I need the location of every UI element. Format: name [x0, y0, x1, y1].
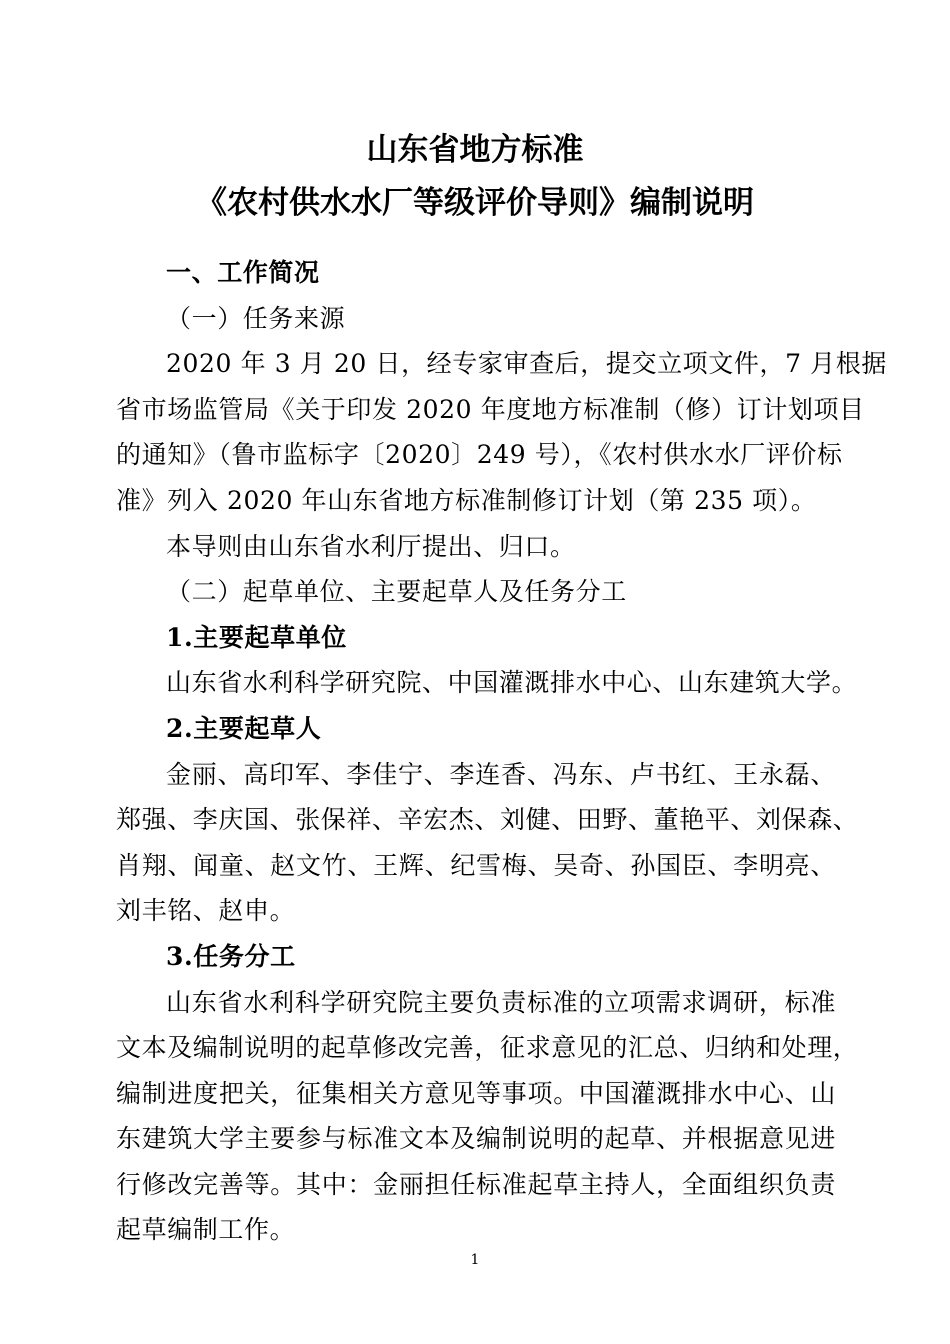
paragraph-line: 东建筑大学主要参与标准文本及编制说明的起草、并根据意见进	[116, 1124, 836, 1154]
paragraph-line: 2020 年 3 月 20 日，经专家审查后，提交立项文件，7 月根据	[166, 349, 887, 379]
page-number: 1	[470, 1252, 480, 1268]
paragraph-line: 金丽、高印军、李佳宁、李连香、冯东、卢书红、王永磊、	[166, 759, 836, 789]
paragraph-line: 刘丰铭、赵申。	[116, 896, 296, 926]
subsection-heading-drafting-units: （二）起草单位、主要起草人及任务分工	[166, 577, 627, 607]
paragraph-line: 起草编制工作。	[116, 1215, 296, 1245]
paragraph-task-source	[116, 341, 887, 523]
paragraph-line: 编制进度把关，征集相关方意见等事项。中国灌溉排水中心、山	[116, 1078, 836, 1108]
paragraph-line: 准》列入 2020 年山东省地方标准制修订计划（第 235 项）。	[116, 485, 817, 515]
paragraph-proposer: 本导则由山东省水利厅提出、归口。	[166, 531, 576, 561]
paragraph-line: 行修改完善等。其中：金丽担任标准起草主持人，全面组织负责	[116, 1169, 836, 1199]
paragraph-main-drafters	[116, 752, 859, 934]
document-body	[116, 250, 887, 1253]
section-heading-work-overview: 一、工作简况	[166, 258, 320, 287]
paragraph-main-units: 山东省水利科学研究院、中国灌溉排水中心、山东建筑大学。	[166, 668, 858, 698]
paragraph-task-division	[116, 980, 859, 1254]
paragraph-line: 的通知》（鲁市监标字〔2020〕249 号），《农村供水水厂评价标	[116, 440, 843, 470]
item-heading-main-units: 1.主要起草单位	[166, 622, 347, 652]
paragraph-line: 文本及编制说明的起草修改完善，征求意见的汇总、归纳和处理，	[116, 1033, 859, 1063]
item-heading-task-division: 3.任务分工	[166, 941, 296, 971]
item-heading-main-drafters: 2.主要起草人	[166, 713, 322, 743]
subsection-heading-task-source: （一）任务来源	[166, 303, 346, 333]
paragraph-line: 郑强、李庆国、张保祥、辛宏杰、刘健、田野、董艳平、刘保森、	[116, 805, 859, 835]
document-title-line2: 《农村供水水厂等级评价导则》编制说明	[196, 185, 754, 221]
paragraph-line: 肖翔、闻童、赵文竹、王辉、纪雪梅、吴奇、孙国臣、李明亮、	[116, 850, 836, 880]
paragraph-line: 山东省水利科学研究院主要负责标准的立项需求调研，标准	[166, 987, 836, 1017]
paragraph-line: 省市场监管局《关于印发 2020 年度地方标准制（修）订计划项目	[116, 394, 865, 424]
document-title-line1: 山东省地方标准	[366, 132, 584, 168]
